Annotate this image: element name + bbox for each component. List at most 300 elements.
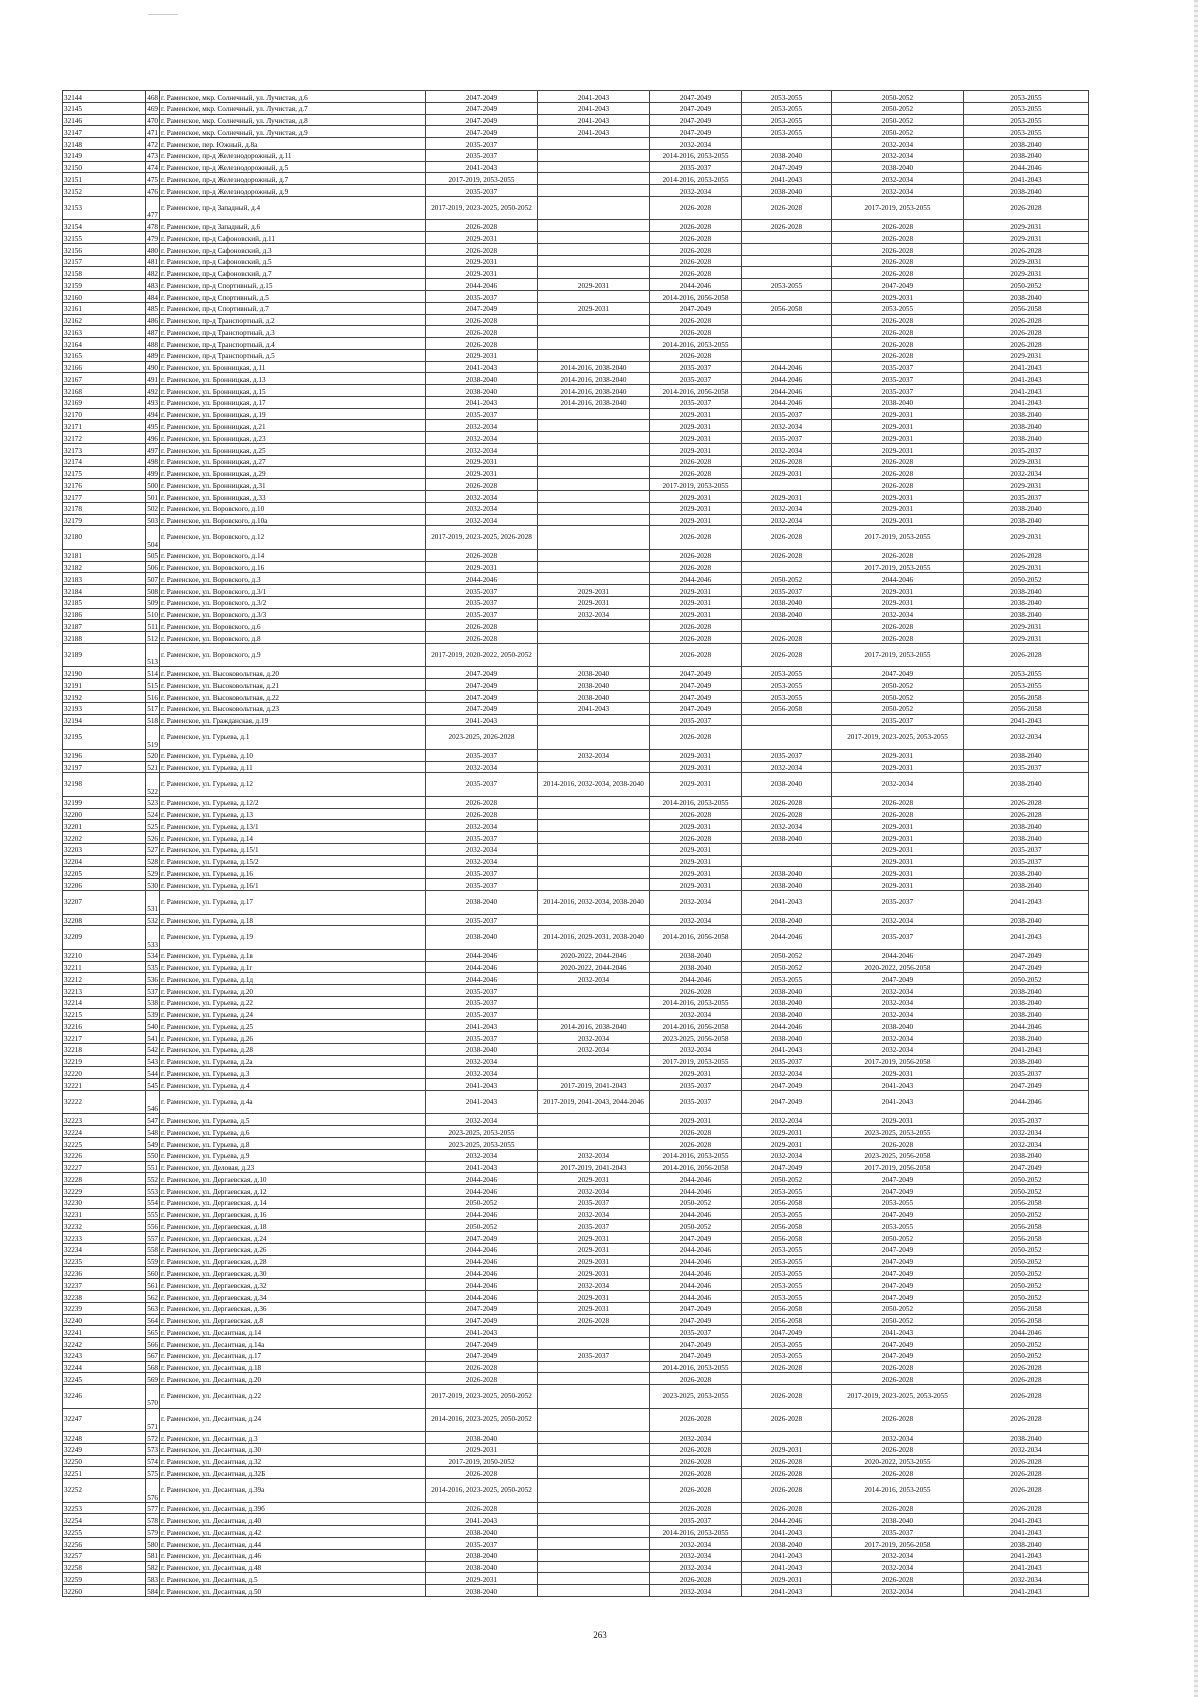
cell-id: 32259 bbox=[63, 1573, 146, 1585]
cell-no: 568 bbox=[146, 1361, 160, 1373]
cell-p4: 2041-2043 bbox=[742, 1585, 832, 1597]
cell-p5: 2026-2028 bbox=[832, 255, 964, 267]
cell-no: 518 bbox=[146, 714, 160, 726]
cell-id: 32172 bbox=[63, 432, 146, 444]
cell-no: 569 bbox=[146, 1373, 160, 1385]
cell-id: 32252 bbox=[63, 1479, 146, 1503]
cell-p3: 2026-2028 bbox=[650, 220, 742, 232]
cell-no: 558 bbox=[146, 1243, 160, 1255]
cell-p6: 2029-2031 bbox=[964, 455, 1089, 467]
cell-p3: 2026-2028 bbox=[650, 643, 742, 667]
cell-p4: 2041-2043 bbox=[742, 1043, 832, 1055]
cell-p2 bbox=[538, 879, 650, 891]
cell-p4: 2035-2037 bbox=[742, 749, 832, 761]
cell-id: 32250 bbox=[63, 1455, 146, 1467]
cell-p2: 2014-2016, 2038-2040 bbox=[538, 1020, 650, 1032]
cell-id: 32146 bbox=[63, 114, 146, 126]
cell-id: 32229 bbox=[63, 1185, 146, 1197]
cell-p3: 2014-2016, 2053-2055 bbox=[650, 996, 742, 1008]
cell-p2 bbox=[538, 796, 650, 808]
table-row bbox=[63, 796, 1089, 808]
table-row bbox=[63, 514, 1089, 526]
cell-address: г. Раменское, пр-д Сафоновский, д.7 bbox=[160, 267, 426, 279]
cell-p6: 2038-2040 bbox=[964, 867, 1089, 879]
cell-p5: 2029-2031 bbox=[832, 514, 964, 526]
cell-p3: 2026-2028 bbox=[650, 1502, 742, 1514]
table-row bbox=[63, 996, 1089, 1008]
cell-p3: 2044-2046 bbox=[650, 1243, 742, 1255]
cell-p1: 2044-2046 bbox=[426, 1208, 538, 1220]
cell-p6: 2038-2040 bbox=[964, 1432, 1089, 1444]
cell-p2: 2029-2031 bbox=[538, 279, 650, 291]
cell-p5: 2032-2034 bbox=[832, 173, 964, 185]
cell-address: г. Раменское, ул. Воровского, д.14 bbox=[160, 549, 426, 561]
cell-address: г. Раменское, ул. Гурьева, д.1г bbox=[160, 961, 426, 973]
cell-address: г. Раменское, ул. Гурьева, д.1в bbox=[160, 949, 426, 961]
cell-no: 526 bbox=[146, 832, 160, 844]
cell-p6: 2029-2031 bbox=[964, 267, 1089, 279]
cell-no: 469 bbox=[146, 102, 160, 114]
scan-artifact bbox=[148, 14, 178, 15]
cell-p3: 2026-2028 bbox=[650, 1138, 742, 1150]
cell-address: г. Раменское, ул. Дергаевская, д.32 bbox=[160, 1279, 426, 1291]
cell-p1: 2041-2043 bbox=[426, 1161, 538, 1173]
cell-p6: 2038-2040 bbox=[964, 749, 1089, 761]
cell-p4: 2044-2046 bbox=[742, 385, 832, 397]
cell-p4: 2053-2055 bbox=[742, 679, 832, 691]
cell-id: 32158 bbox=[63, 267, 146, 279]
cell-address: г. Раменское, пр-д Железнодорожный, д.7 bbox=[160, 173, 426, 185]
cell-p6: 2029-2031 bbox=[964, 632, 1089, 644]
cell-p2: 2041-2043 bbox=[538, 702, 650, 714]
cell-p5: 2026-2028 bbox=[832, 467, 964, 479]
cell-p3: 2035-2037 bbox=[650, 373, 742, 385]
table-row bbox=[63, 667, 1089, 679]
cell-no: 557 bbox=[146, 1232, 160, 1244]
cell-no: 485 bbox=[146, 302, 160, 314]
table-row bbox=[63, 173, 1089, 185]
cell-p2 bbox=[538, 632, 650, 644]
cell-p5: 2026-2028 bbox=[832, 220, 964, 232]
cell-p4: 2032-2034 bbox=[742, 820, 832, 832]
cell-p1: 2032-2034 bbox=[426, 1149, 538, 1161]
cell-p1: 2017-2019, 2023-2025, 2050-2052 bbox=[426, 196, 538, 220]
cell-p6: 2026-2028 bbox=[964, 1373, 1089, 1385]
cell-p2 bbox=[538, 408, 650, 420]
cell-p6: 2038-2040 bbox=[964, 773, 1089, 797]
cell-no: 575 bbox=[146, 1467, 160, 1479]
cell-p3: 2032-2034 bbox=[650, 1549, 742, 1561]
cell-p3: 2047-2049 bbox=[650, 667, 742, 679]
cell-p5: 2017-2019, 2053-2055 bbox=[832, 196, 964, 220]
cell-p5: 2032-2034 bbox=[832, 608, 964, 620]
table-row bbox=[63, 491, 1089, 503]
cell-address: г. Раменское, ул. Воровского, д.12 bbox=[160, 526, 426, 550]
cell-p6: 2041-2043 bbox=[964, 396, 1089, 408]
cell-p3: 2050-2052 bbox=[650, 1220, 742, 1232]
cell-p3: 2044-2046 bbox=[650, 1185, 742, 1197]
cell-p2 bbox=[538, 761, 650, 773]
cell-p3: 2026-2028 bbox=[650, 1373, 742, 1385]
cell-id: 32188 bbox=[63, 632, 146, 644]
cell-id: 32244 bbox=[63, 1361, 146, 1373]
table-row bbox=[63, 138, 1089, 150]
cell-p3: 2050-2052 bbox=[650, 1196, 742, 1208]
cell-p3: 2026-2028 bbox=[650, 232, 742, 244]
cell-p5: 2032-2034 bbox=[832, 773, 964, 797]
cell-p6: 2041-2043 bbox=[964, 1514, 1089, 1526]
cell-p5: 2026-2028 bbox=[832, 326, 964, 338]
cell-no: 508 bbox=[146, 585, 160, 597]
cell-p5: 2047-2049 bbox=[832, 1338, 964, 1350]
cell-p1: 2035-2037 bbox=[426, 185, 538, 197]
cell-p3: 2014-2016, 2053-2055 bbox=[650, 1149, 742, 1161]
cell-p1: 2023-2025, 2053-2055 bbox=[426, 1126, 538, 1138]
cell-p1: 2035-2037 bbox=[426, 291, 538, 303]
cell-p3: 2047-2049 bbox=[650, 126, 742, 138]
cell-id: 32187 bbox=[63, 620, 146, 632]
cell-p5: 2047-2049 bbox=[832, 1267, 964, 1279]
cell-p4: 2029-2031 bbox=[742, 1138, 832, 1150]
cell-p2 bbox=[538, 1338, 650, 1350]
table-row bbox=[63, 1538, 1089, 1550]
cell-p4: 2038-2040 bbox=[742, 879, 832, 891]
table-row bbox=[63, 832, 1089, 844]
cell-p5: 2035-2037 bbox=[832, 1526, 964, 1538]
cell-p3: 2014-2016, 2053-2055 bbox=[650, 338, 742, 350]
cell-no: 534 bbox=[146, 949, 160, 961]
cell-address: г. Раменское, ул. Высоковольтная, д.23 bbox=[160, 702, 426, 714]
cell-p5: 2032-2034 bbox=[832, 1008, 964, 1020]
cell-p1: 2041-2043 bbox=[426, 396, 538, 408]
cell-p1: 2038-2040 bbox=[426, 890, 538, 914]
table-row bbox=[63, 1338, 1089, 1350]
cell-p5: 2041-2043 bbox=[832, 1079, 964, 1091]
cell-p3: 2014-2016, 2056-2058 bbox=[650, 291, 742, 303]
cell-p1: 2047-2049 bbox=[426, 1314, 538, 1326]
cell-p4: 2032-2034 bbox=[742, 1067, 832, 1079]
table-row bbox=[63, 879, 1089, 891]
cell-p6: 2026-2028 bbox=[964, 314, 1089, 326]
cell-p5: 2017-2019, 2023-2025, 2053-2055 bbox=[832, 1385, 964, 1409]
cell-no: 582 bbox=[146, 1561, 160, 1573]
cell-p2 bbox=[538, 843, 650, 855]
cell-p1: 2044-2046 bbox=[426, 973, 538, 985]
cell-p4 bbox=[742, 349, 832, 361]
cell-address: г. Раменское, ул. Воровского, д.3/2 bbox=[160, 596, 426, 608]
cell-p1: 2032-2034 bbox=[426, 843, 538, 855]
cell-p5: 2026-2028 bbox=[832, 620, 964, 632]
table-row bbox=[63, 914, 1089, 926]
cell-p6: 2038-2040 bbox=[964, 1032, 1089, 1044]
cell-p2: 2020-2022, 2044-2046 bbox=[538, 949, 650, 961]
cell-address: г. Раменское, ул. Дергаевская, д.14 bbox=[160, 1196, 426, 1208]
cell-p1: 2035-2037 bbox=[426, 773, 538, 797]
cell-p5: 2029-2031 bbox=[832, 443, 964, 455]
cell-address: г. Раменское, ул. Бронницкая, д.17 bbox=[160, 396, 426, 408]
cell-address: г. Раменское, ул. Дергаевская, д.18 bbox=[160, 1220, 426, 1232]
cell-no: 481 bbox=[146, 255, 160, 267]
cell-p4: 2035-2037 bbox=[742, 432, 832, 444]
cell-p4: 2026-2028 bbox=[742, 549, 832, 561]
cell-p2 bbox=[538, 185, 650, 197]
cell-p4: 2053-2055 bbox=[742, 1243, 832, 1255]
cell-no: 520 bbox=[146, 749, 160, 761]
cell-p6: 2050-2052 bbox=[964, 1185, 1089, 1197]
table-row bbox=[63, 1138, 1089, 1150]
cell-address: г. Раменское, ул. Воровского, д.3/3 bbox=[160, 608, 426, 620]
cell-p6: 2041-2043 bbox=[964, 1585, 1089, 1597]
cell-address: г. Раменское, ул. Гурьева, д.28 bbox=[160, 1043, 426, 1055]
cell-id: 32218 bbox=[63, 1043, 146, 1055]
cell-p4 bbox=[742, 232, 832, 244]
cell-p6: 2038-2040 bbox=[964, 149, 1089, 161]
cell-p1: 2029-2031 bbox=[426, 561, 538, 573]
cell-p1: 2047-2049 bbox=[426, 91, 538, 103]
cell-no: 540 bbox=[146, 1020, 160, 1032]
cell-p2 bbox=[538, 726, 650, 750]
cell-p4 bbox=[742, 326, 832, 338]
cell-id: 32233 bbox=[63, 1232, 146, 1244]
cell-p1: 2026-2028 bbox=[426, 326, 538, 338]
cell-p6: 2029-2031 bbox=[964, 349, 1089, 361]
cell-p5: 2026-2028 bbox=[832, 808, 964, 820]
cell-address: г. Раменское, ул. Бронницкая, д.33 bbox=[160, 491, 426, 503]
cell-no: 517 bbox=[146, 702, 160, 714]
cell-p4: 2053-2055 bbox=[742, 973, 832, 985]
cell-p2 bbox=[538, 643, 650, 667]
cell-p4: 2038-2040 bbox=[742, 1008, 832, 1020]
cell-p3: 2026-2028 bbox=[650, 314, 742, 326]
cell-p5: 2047-2049 bbox=[832, 1185, 964, 1197]
cell-p4: 2032-2034 bbox=[742, 443, 832, 455]
cell-p5: 2029-2031 bbox=[832, 491, 964, 503]
table-row bbox=[63, 1079, 1089, 1091]
cell-p6: 2056-2058 bbox=[964, 1196, 1089, 1208]
cell-p4: 2026-2028 bbox=[742, 220, 832, 232]
cell-id: 32174 bbox=[63, 455, 146, 467]
table-row bbox=[63, 396, 1089, 408]
cell-p5: 2029-2031 bbox=[832, 749, 964, 761]
cell-p3: 2047-2049 bbox=[650, 1302, 742, 1314]
cell-id: 32144 bbox=[63, 91, 146, 103]
cell-p2 bbox=[538, 1443, 650, 1455]
cell-id: 32184 bbox=[63, 585, 146, 597]
cell-p4: 2038-2040 bbox=[742, 1032, 832, 1044]
cell-id: 32153 bbox=[63, 196, 146, 220]
cell-no: 492 bbox=[146, 385, 160, 397]
cell-no: 544 bbox=[146, 1067, 160, 1079]
cell-p5: 2026-2028 bbox=[832, 232, 964, 244]
cell-p3: 2047-2049 bbox=[650, 1314, 742, 1326]
cell-id: 32211 bbox=[63, 961, 146, 973]
cell-p5: 2053-2055 bbox=[832, 1220, 964, 1232]
table-row bbox=[63, 1267, 1089, 1279]
cell-p6: 2026-2028 bbox=[964, 796, 1089, 808]
cell-no: 528 bbox=[146, 855, 160, 867]
cell-address: г. Раменское, ул. Гурьева, д.15/2 bbox=[160, 855, 426, 867]
cell-no: 497 bbox=[146, 443, 160, 455]
cell-p5: 2020-2022, 2053-2055 bbox=[832, 1455, 964, 1467]
scan-edge-artifact bbox=[1194, 0, 1198, 1697]
cell-p1: 2035-2037 bbox=[426, 596, 538, 608]
table-row bbox=[63, 526, 1089, 550]
cell-p5: 2050-2052 bbox=[832, 102, 964, 114]
cell-p3: 2032-2034 bbox=[650, 1043, 742, 1055]
cell-no: 494 bbox=[146, 408, 160, 420]
table-row bbox=[63, 643, 1089, 667]
cell-p6: 2032-2034 bbox=[964, 467, 1089, 479]
cell-no: 502 bbox=[146, 502, 160, 514]
table-row bbox=[63, 1432, 1089, 1444]
cell-p4: 2053-2055 bbox=[742, 1349, 832, 1361]
cell-id: 32147 bbox=[63, 126, 146, 138]
cell-p5: 2026-2028 bbox=[832, 267, 964, 279]
cell-p1: 2038-2040 bbox=[426, 1549, 538, 1561]
cell-p3: 2044-2046 bbox=[650, 1173, 742, 1185]
cell-p5: 2029-2031 bbox=[832, 832, 964, 844]
cell-no: 533 bbox=[146, 926, 160, 950]
cell-p6: 2038-2040 bbox=[964, 1149, 1089, 1161]
cell-p5: 2026-2028 bbox=[832, 1573, 964, 1585]
cell-no: 511 bbox=[146, 620, 160, 632]
cell-p3: 2029-2031 bbox=[650, 443, 742, 455]
cell-p5: 2050-2052 bbox=[832, 1232, 964, 1244]
cell-p4: 2026-2028 bbox=[742, 643, 832, 667]
cell-p3: 2026-2028 bbox=[650, 808, 742, 820]
cell-id: 32177 bbox=[63, 491, 146, 503]
cell-id: 32186 bbox=[63, 608, 146, 620]
cell-p4: 2050-2052 bbox=[742, 949, 832, 961]
cell-address: г. Раменское, ул. Гурьева, д.22 bbox=[160, 996, 426, 1008]
cell-id: 32162 bbox=[63, 314, 146, 326]
cell-p4: 2050-2052 bbox=[742, 1173, 832, 1185]
cell-p2: 2041-2043 bbox=[538, 126, 650, 138]
table-row bbox=[63, 432, 1089, 444]
cell-p3: 2026-2028 bbox=[650, 1443, 742, 1455]
cell-p5: 2026-2028 bbox=[832, 632, 964, 644]
cell-p6: 2029-2031 bbox=[964, 620, 1089, 632]
cell-address: г. Раменское, ул. Бронницкая, д.19 bbox=[160, 408, 426, 420]
cell-no: 525 bbox=[146, 820, 160, 832]
table-row bbox=[63, 608, 1089, 620]
cell-p2 bbox=[538, 1373, 650, 1385]
cell-p3: 2044-2046 bbox=[650, 1290, 742, 1302]
cell-no: 560 bbox=[146, 1267, 160, 1279]
cell-p1: 2038-2040 bbox=[426, 926, 538, 950]
cell-p6: 2056-2058 bbox=[964, 1314, 1089, 1326]
cell-p2 bbox=[538, 338, 650, 350]
cell-p6: 2038-2040 bbox=[964, 291, 1089, 303]
cell-p3: 2032-2034 bbox=[650, 138, 742, 150]
cell-no: 509 bbox=[146, 596, 160, 608]
cell-p5: 2032-2034 bbox=[832, 138, 964, 150]
cell-p2 bbox=[538, 573, 650, 585]
cell-p3: 2026-2028 bbox=[650, 1408, 742, 1432]
cell-p2 bbox=[538, 620, 650, 632]
cell-address: г. Раменское, ул. Гурьева, д.11 bbox=[160, 761, 426, 773]
cell-p2 bbox=[538, 1538, 650, 1550]
cell-id: 32170 bbox=[63, 408, 146, 420]
cell-p4 bbox=[742, 291, 832, 303]
cell-p6: 2029-2031 bbox=[964, 561, 1089, 573]
cell-address: г. Раменское, ул. Гурьева, д.4а bbox=[160, 1090, 426, 1114]
cell-p4: 2056-2058 bbox=[742, 1302, 832, 1314]
cell-p2 bbox=[538, 526, 650, 550]
cell-p4 bbox=[742, 1373, 832, 1385]
cell-p4 bbox=[742, 138, 832, 150]
table-row bbox=[63, 1349, 1089, 1361]
cell-no: 564 bbox=[146, 1314, 160, 1326]
cell-p3: 2026-2028 bbox=[650, 985, 742, 997]
cell-p1: 2032-2034 bbox=[426, 820, 538, 832]
table-row bbox=[63, 1467, 1089, 1479]
cell-p3: 2026-2028 bbox=[650, 526, 742, 550]
table-row bbox=[63, 1573, 1089, 1585]
cell-p6: 2053-2055 bbox=[964, 91, 1089, 103]
cell-id: 32225 bbox=[63, 1138, 146, 1150]
table-row bbox=[63, 1149, 1089, 1161]
cell-no: 472 bbox=[146, 138, 160, 150]
cell-p1: 2044-2046 bbox=[426, 1255, 538, 1267]
cell-no: 529 bbox=[146, 867, 160, 879]
cell-p5: 2038-2040 bbox=[832, 1514, 964, 1526]
cell-address: г. Раменское, ул. Десантная, д.24 bbox=[160, 1408, 426, 1432]
cell-p3: 2014-2016, 2053-2055 bbox=[650, 796, 742, 808]
cell-no: 550 bbox=[146, 1149, 160, 1161]
table-row bbox=[63, 1008, 1089, 1020]
cell-p3: 2014-2016, 2056-2058 bbox=[650, 1161, 742, 1173]
cell-p2 bbox=[538, 1549, 650, 1561]
cell-address: г. Раменское, мкр. Солнечный, ул. Лучистая, д.9 bbox=[160, 126, 426, 138]
cell-p1: 2032-2034 bbox=[426, 1114, 538, 1126]
cell-p6: 2044-2046 bbox=[964, 1326, 1089, 1338]
cell-p1: 2041-2043 bbox=[426, 1020, 538, 1032]
cell-no: 495 bbox=[146, 420, 160, 432]
table-row bbox=[63, 385, 1089, 397]
cell-address: г. Раменское, ул. Дергаевская, д.16 bbox=[160, 1208, 426, 1220]
cell-address: г. Раменское, ул. Бронницкая, д.13 bbox=[160, 373, 426, 385]
cell-p4: 2056-2058 bbox=[742, 1196, 832, 1208]
cell-p2: 2035-2037 bbox=[538, 1196, 650, 1208]
cell-address: г. Раменское, ул. Десантная, д.46 bbox=[160, 1549, 426, 1561]
cell-no: 486 bbox=[146, 314, 160, 326]
cell-p5: 2050-2052 bbox=[832, 1302, 964, 1314]
cell-p1: 2029-2031 bbox=[426, 455, 538, 467]
table-row bbox=[63, 961, 1089, 973]
cell-p2 bbox=[538, 996, 650, 1008]
cell-id: 32195 bbox=[63, 726, 146, 750]
cell-p6: 2038-2040 bbox=[964, 138, 1089, 150]
table-row bbox=[63, 467, 1089, 479]
cell-no: 487 bbox=[146, 326, 160, 338]
cell-p1: 2029-2031 bbox=[426, 255, 538, 267]
table-row bbox=[63, 1032, 1089, 1044]
cell-p6: 2041-2043 bbox=[964, 1043, 1089, 1055]
cell-address: г. Раменское, ул. Гурьева, д.10 bbox=[160, 749, 426, 761]
cell-no: 581 bbox=[146, 1549, 160, 1561]
cell-p5: 2053-2055 bbox=[832, 302, 964, 314]
cell-p3: 2014-2016, 2053-2055 bbox=[650, 1526, 742, 1538]
cell-p6: 2038-2040 bbox=[964, 420, 1089, 432]
table-row bbox=[63, 773, 1089, 797]
cell-p3: 2029-2031 bbox=[650, 820, 742, 832]
cell-no: 479 bbox=[146, 232, 160, 244]
cell-p3: 2014-2016, 2056-2058 bbox=[650, 1020, 742, 1032]
cell-p6: 2050-2052 bbox=[964, 1267, 1089, 1279]
cell-p5: 2032-2034 bbox=[832, 1043, 964, 1055]
cell-p5: 2029-2031 bbox=[832, 420, 964, 432]
